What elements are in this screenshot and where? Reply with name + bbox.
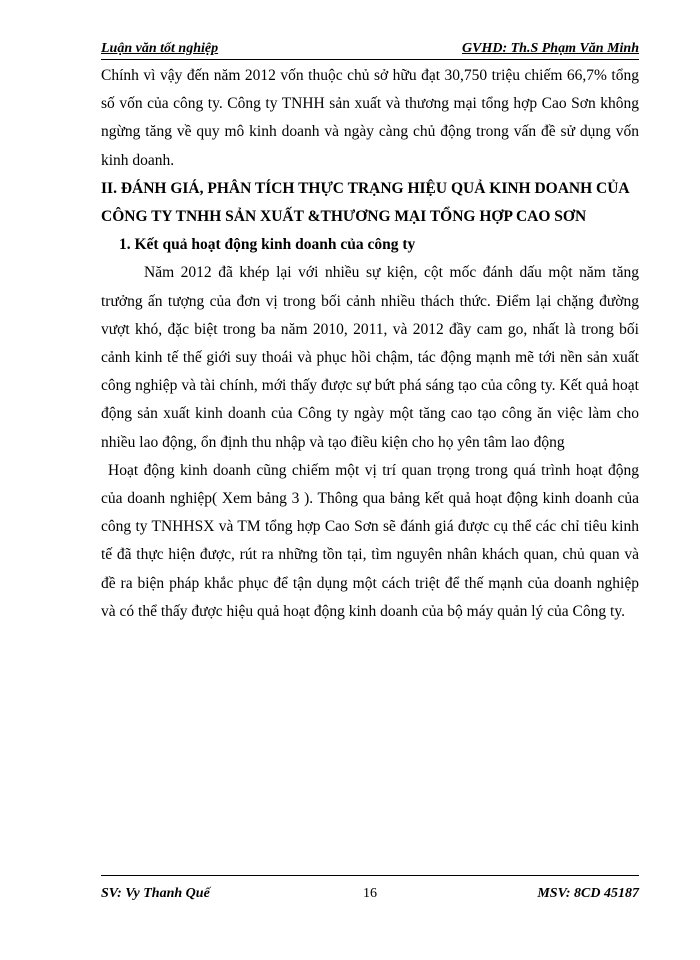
page-body (101, 62, 639, 626)
footer-student-id: MSV: 8CD 45187 (537, 886, 639, 901)
paragraph-results: Năm 2012 đã khép lại với nhiều sự kiện, cột mốc đánh dấu một năm tăng trưởng ấn tượng của đơn vị trong bối cảnh nhiều thách thức. Điểm lại chặng đường vượt khó, đặc biệt trong ba năm 2010, 2011, và 2012 đầy cam go, nhất là trong bối cảnh kinh tế thế giới suy thoái và phục hồi chậm, tác động mạnh mẽ tới nền sản xuất công nghiệp và tài chính, mới thấy được sự bứt phá sáng tạo của công ty. Kết quả hoạt động sản xuất kinh doanh của Công ty ngày một tăng cao tạo công ăn việc làm cho nhiều lao động, ổn định thu nhập và tạo điều kiện cho họ yên tâm lao động (101, 264, 639, 451)
header-thesis-title: Luận văn tốt nghiệp (101, 41, 219, 56)
page-footer (101, 875, 639, 916)
paragraph-business-activity: Hoạt động kinh doanh cũng chiếm một vị trí quan trọng trong quá trình hoạt động của doanh nghiệp( Xem bảng 3 ). Thông qua bảng kết quả hoạt động kinh doanh của công ty TNHHSX và TM tổng hợp Cao Sơn sẽ đánh giá được cụ thể các chỉ tiêu kinh tế đã thực hiện được, rút ra những tồn tại, tìm nguyên nhân khách quan, chủ quan và đề ra biện pháp khắc phục để tận dụng một cách triệt để thế mạnh của doanh nghiệp và có thể thấy được hiệu quả hoạt động kinh doanh của bộ máy quản lý của Công ty. (101, 461, 639, 620)
section-heading: II. ĐÁNH GIÁ, PHÂN TÍCH THỰC TRẠNG HIỆU QUẢ KINH DOANH CỦA CÔNG TY TNHH SẢN XUẤT &THƯƠNG MẠI TỔNG HỢP CAO SƠN (101, 179, 629, 226)
paragraph-intro: Chính vì vậy đến năm 2012 vốn thuộc chủ sở hữu đạt 30,750 triệu chiếm 66,7% tổng số vốn của công ty. Công ty TNHH sản xuất và thương mại tổng hợp Cao Sơn không ngừng tăng về quy mô kinh doanh và ngày càng chủ động trong vấn đề sử dụng vốn kinh doanh. (101, 67, 639, 169)
page-header (101, 39, 639, 60)
footer-page-number: 16 (363, 886, 377, 901)
header-advisor: GVHD: Th.S Phạm Văn Minh (462, 41, 639, 56)
footer-student-name: SV: Vy Thanh Quế (101, 886, 210, 901)
subsection-heading: 1. Kết quả hoạt động kinh doanh của công ty (119, 236, 416, 254)
